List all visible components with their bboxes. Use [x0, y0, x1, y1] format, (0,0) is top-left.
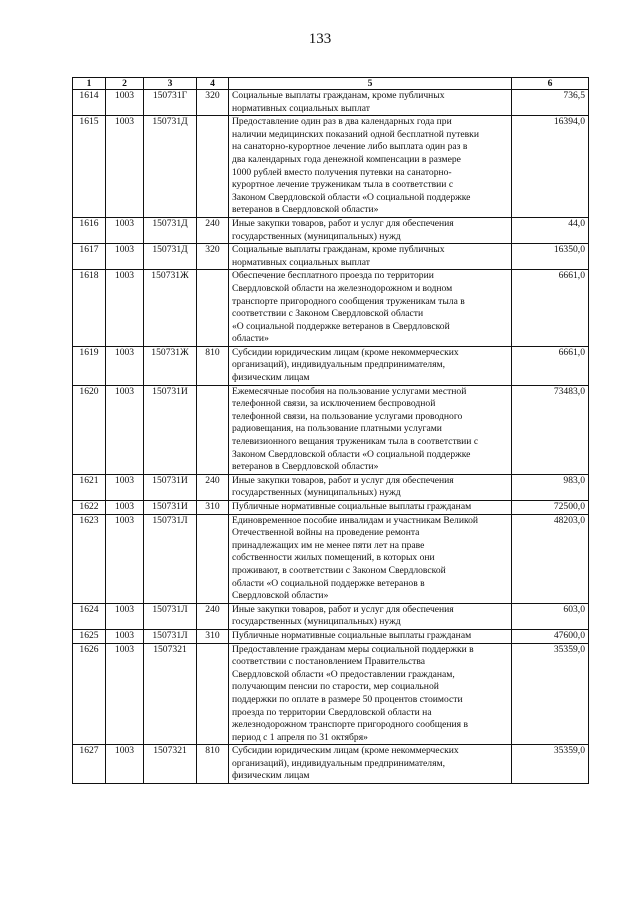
description-cell — [229, 217, 512, 243]
expense-type-cell — [197, 643, 229, 745]
description-line: физическим лицам — [232, 372, 310, 384]
section-code-cell: 1003 — [106, 643, 144, 745]
description-cell — [229, 244, 512, 270]
row-number-cell: 1619 — [73, 346, 106, 385]
article-code-cell: 150731Л — [144, 603, 197, 629]
article-code-cell: 150731Ж — [144, 346, 197, 385]
description-line: Законом Свердловской области «О социальной поддержке — [232, 448, 471, 460]
description-line: железнодорожном транспорте пригородного сообщения в — [232, 719, 469, 731]
description-line: на санаторно-курортное лечение либо выплата один раз в — [232, 141, 468, 153]
section-code-cell: 1003 — [106, 217, 144, 243]
expense-type-cell: 240 — [197, 474, 229, 500]
header-cell: 4 — [197, 78, 229, 90]
description-line: Свердловской области» — [232, 590, 329, 602]
description-line: телевизионного вещания труженикам тыла в соответствии с — [232, 436, 479, 448]
description-line: проезда по территории Свердловской области на — [232, 706, 432, 718]
description-cell — [229, 270, 512, 347]
description-line: Ежемесячные пособия на пользование услугами местной — [232, 385, 467, 397]
table-row — [73, 346, 589, 385]
description-line: области» — [232, 333, 269, 345]
article-code-cell: 1507321 — [144, 643, 197, 745]
description-line: собственности жилых помещений, в которых они — [232, 552, 435, 564]
table-row — [73, 244, 589, 270]
description-line: соответствии с Законом Свердловской области — [232, 308, 424, 320]
row-number-cell: 1623 — [73, 514, 106, 603]
description-line: Предоставление один раз в два календарных года при — [232, 116, 452, 128]
description-line: радиовещания, на пользование платными услугами — [232, 423, 442, 435]
expense-type-cell: 310 — [197, 629, 229, 643]
description-line: государственных (муниципальных) нужд — [232, 230, 401, 242]
expense-type-cell: 810 — [197, 745, 229, 784]
table-row — [73, 629, 589, 643]
description-line: Социальные выплаты гражданам, кроме публичных — [232, 244, 445, 256]
header-cell: 5 — [229, 78, 512, 90]
table-row — [73, 603, 589, 629]
table-row — [73, 385, 589, 474]
amount-cell: 603,0 — [512, 603, 589, 629]
row-number-cell: 1625 — [73, 629, 106, 643]
description-line: получающим пенсии по старости, мер социальной — [232, 681, 439, 693]
expense-type-cell: 240 — [197, 603, 229, 629]
description-line: Субсидии юридическим лицам (кроме некоммерческих — [232, 346, 459, 358]
expense-type-cell: 320 — [197, 244, 229, 270]
description-line: Свердловской области на железнодорожном и водном — [232, 282, 453, 294]
description-cell — [229, 346, 512, 385]
expense-type-cell: 240 — [197, 217, 229, 243]
article-code-cell: 150731Д — [144, 116, 197, 218]
row-number-cell: 1620 — [73, 385, 106, 474]
description-cell — [229, 90, 512, 116]
expense-type-cell: 320 — [197, 90, 229, 116]
description-line: Отечественной войны на проведение ремонта — [232, 527, 420, 539]
description-line: ветеранов в Свердловской области» — [232, 461, 379, 473]
table-body — [73, 90, 589, 784]
description-line: области «О социальной поддержке ветеранов в — [232, 577, 425, 589]
description-line: Иные закупки товаров, работ и услуг для обеспечения — [232, 217, 454, 229]
amount-cell: 736,5 — [512, 90, 589, 116]
amount-cell: 35359,0 — [512, 745, 589, 784]
description-line: Единовременное пособие инвалидам и участникам Великой — [232, 514, 479, 526]
expense-type-cell: 310 — [197, 501, 229, 515]
article-code-cell: 150731И — [144, 501, 197, 515]
table-row — [73, 116, 589, 218]
table-row — [73, 90, 589, 116]
description-cell — [229, 474, 512, 500]
description-line: Законом Свердловской области «О социальной поддержке — [232, 191, 471, 203]
description-cell — [229, 116, 512, 218]
amount-cell: 48203,0 — [512, 514, 589, 603]
description-line: соответствии с постановлением Правительства — [232, 656, 426, 668]
description-cell — [229, 745, 512, 784]
section-code-cell: 1003 — [106, 603, 144, 629]
description-line: нормативных социальных выплат — [232, 102, 370, 114]
row-number-cell: 1614 — [73, 90, 106, 116]
amount-cell: 73483,0 — [512, 385, 589, 474]
description-cell — [229, 643, 512, 745]
row-number-cell: 1615 — [73, 116, 106, 218]
description-line: Субсидии юридическим лицам (кроме некоммерческих — [232, 745, 459, 757]
description-cell — [229, 514, 512, 603]
article-code-cell: 150731Г — [144, 90, 197, 116]
header-cell: 1 — [73, 78, 106, 90]
expense-type-cell: 810 — [197, 346, 229, 385]
amount-cell: 6661,0 — [512, 346, 589, 385]
table-header-row — [73, 78, 589, 90]
section-code-cell: 1003 — [106, 629, 144, 643]
table-row — [73, 217, 589, 243]
section-code-cell: 1003 — [106, 244, 144, 270]
row-number-cell: 1624 — [73, 603, 106, 629]
description-line: государственных (муниципальных) нужд — [232, 616, 401, 628]
row-number-cell: 1617 — [73, 244, 106, 270]
description-cell — [229, 501, 512, 515]
description-cell — [229, 603, 512, 629]
description-line: Предоставление гражданам меры социальной поддержки в — [232, 643, 474, 655]
amount-cell: 35359,0 — [512, 643, 589, 745]
article-code-cell: 150731Д — [144, 244, 197, 270]
description-line: Иные закупки товаров, работ и услуг для обеспечения — [232, 474, 454, 486]
expense-type-cell — [197, 385, 229, 474]
amount-cell: 47600,0 — [512, 629, 589, 643]
description-line: транспорте пригородного сообщения труженикам тыла в — [232, 295, 465, 307]
description-line: 1000 рублей вместо получения путевки на санаторно- — [232, 166, 452, 178]
header-cell: 6 — [512, 78, 589, 90]
row-number-cell: 1616 — [73, 217, 106, 243]
article-code-cell: 1507321 — [144, 745, 197, 784]
description-line: Социальные выплаты гражданам, кроме публичных — [232, 90, 445, 101]
amount-cell: 16350,0 — [512, 244, 589, 270]
row-number-cell: 1626 — [73, 643, 106, 745]
description-line: Публичные нормативные социальные выплаты гражданам — [232, 629, 472, 641]
expense-type-cell — [197, 116, 229, 218]
description-line: физическим лицам — [232, 770, 310, 782]
description-line: организаций), индивидуальным предпринимателям, — [232, 757, 445, 769]
table-row — [73, 270, 589, 347]
description-line: принадлежащих им не менее пяти лет на праве — [232, 539, 425, 551]
description-line: проживают, в соответствии с Законом Свердловской — [232, 564, 446, 576]
description-cell — [229, 629, 512, 643]
expense-type-cell — [197, 270, 229, 347]
article-code-cell: 150731Д — [144, 217, 197, 243]
table-row — [73, 643, 589, 745]
header-cell: 3 — [144, 78, 197, 90]
section-code-cell: 1003 — [106, 501, 144, 515]
description-line: телефонной связи, за исключением беспроводной — [232, 398, 436, 410]
description-line: курортное лечение труженикам тыла в соответствии с — [232, 179, 454, 191]
budget-table — [72, 77, 589, 784]
amount-cell: 44,0 — [512, 217, 589, 243]
description-line: Обеспечение бесплатного проезда по территории — [232, 270, 434, 282]
description-line: ветеранов в Свердловской области» — [232, 204, 379, 216]
row-number-cell: 1618 — [73, 270, 106, 347]
description-line: Иные закупки товаров, работ и услуг для обеспечения — [232, 603, 454, 615]
table-row — [73, 514, 589, 603]
row-number-cell: 1621 — [73, 474, 106, 500]
description-line: поддержки по оплате в размере 50 процентов стоимости — [232, 693, 463, 705]
amount-cell: 983,0 — [512, 474, 589, 500]
section-code-cell: 1003 — [106, 474, 144, 500]
description-line: Свердловской области «О предоставлении гражданам, — [232, 668, 455, 680]
article-code-cell: 150731Ж — [144, 270, 197, 347]
description-line: Публичные нормативные социальные выплаты гражданам — [232, 501, 472, 512]
table-row — [73, 474, 589, 500]
header-cell: 2 — [106, 78, 144, 90]
description-line: два календарных года денежной компенсации в размере — [232, 153, 461, 165]
article-code-cell: 150731И — [144, 385, 197, 474]
description-line: государственных (муниципальных) нужд — [232, 487, 401, 499]
table-row — [73, 745, 589, 784]
description-cell — [229, 385, 512, 474]
table-row — [73, 501, 589, 515]
section-code-cell: 1003 — [106, 385, 144, 474]
section-code-cell: 1003 — [106, 116, 144, 218]
row-number-cell: 1622 — [73, 501, 106, 515]
description-line: наличии медицинских показаний одной бесплатной путевки — [232, 128, 479, 140]
section-code-cell: 1003 — [106, 90, 144, 116]
section-code-cell: 1003 — [106, 270, 144, 347]
article-code-cell: 150731Л — [144, 514, 197, 603]
section-code-cell: 1003 — [106, 514, 144, 603]
amount-cell: 16394,0 — [512, 116, 589, 218]
description-line: нормативных социальных выплат — [232, 256, 370, 268]
description-line: период с 1 апреля по 31 октября» — [232, 731, 368, 743]
expense-type-cell — [197, 514, 229, 603]
description-line: «О социальной поддержке ветеранов в Свердловской — [232, 320, 450, 332]
article-code-cell: 150731И — [144, 474, 197, 500]
section-code-cell: 1003 — [106, 745, 144, 784]
description-line: телефонной связи, на пользование услугами проводного — [232, 410, 463, 422]
amount-cell: 72500,0 — [512, 501, 589, 515]
page-number: 133 — [308, 31, 332, 47]
article-code-cell: 150731Л — [144, 629, 197, 643]
row-number-cell: 1627 — [73, 745, 106, 784]
section-code-cell: 1003 — [106, 346, 144, 385]
amount-cell: 6661,0 — [512, 270, 589, 347]
description-line: организаций), индивидуальным предпринимателям, — [232, 359, 445, 371]
